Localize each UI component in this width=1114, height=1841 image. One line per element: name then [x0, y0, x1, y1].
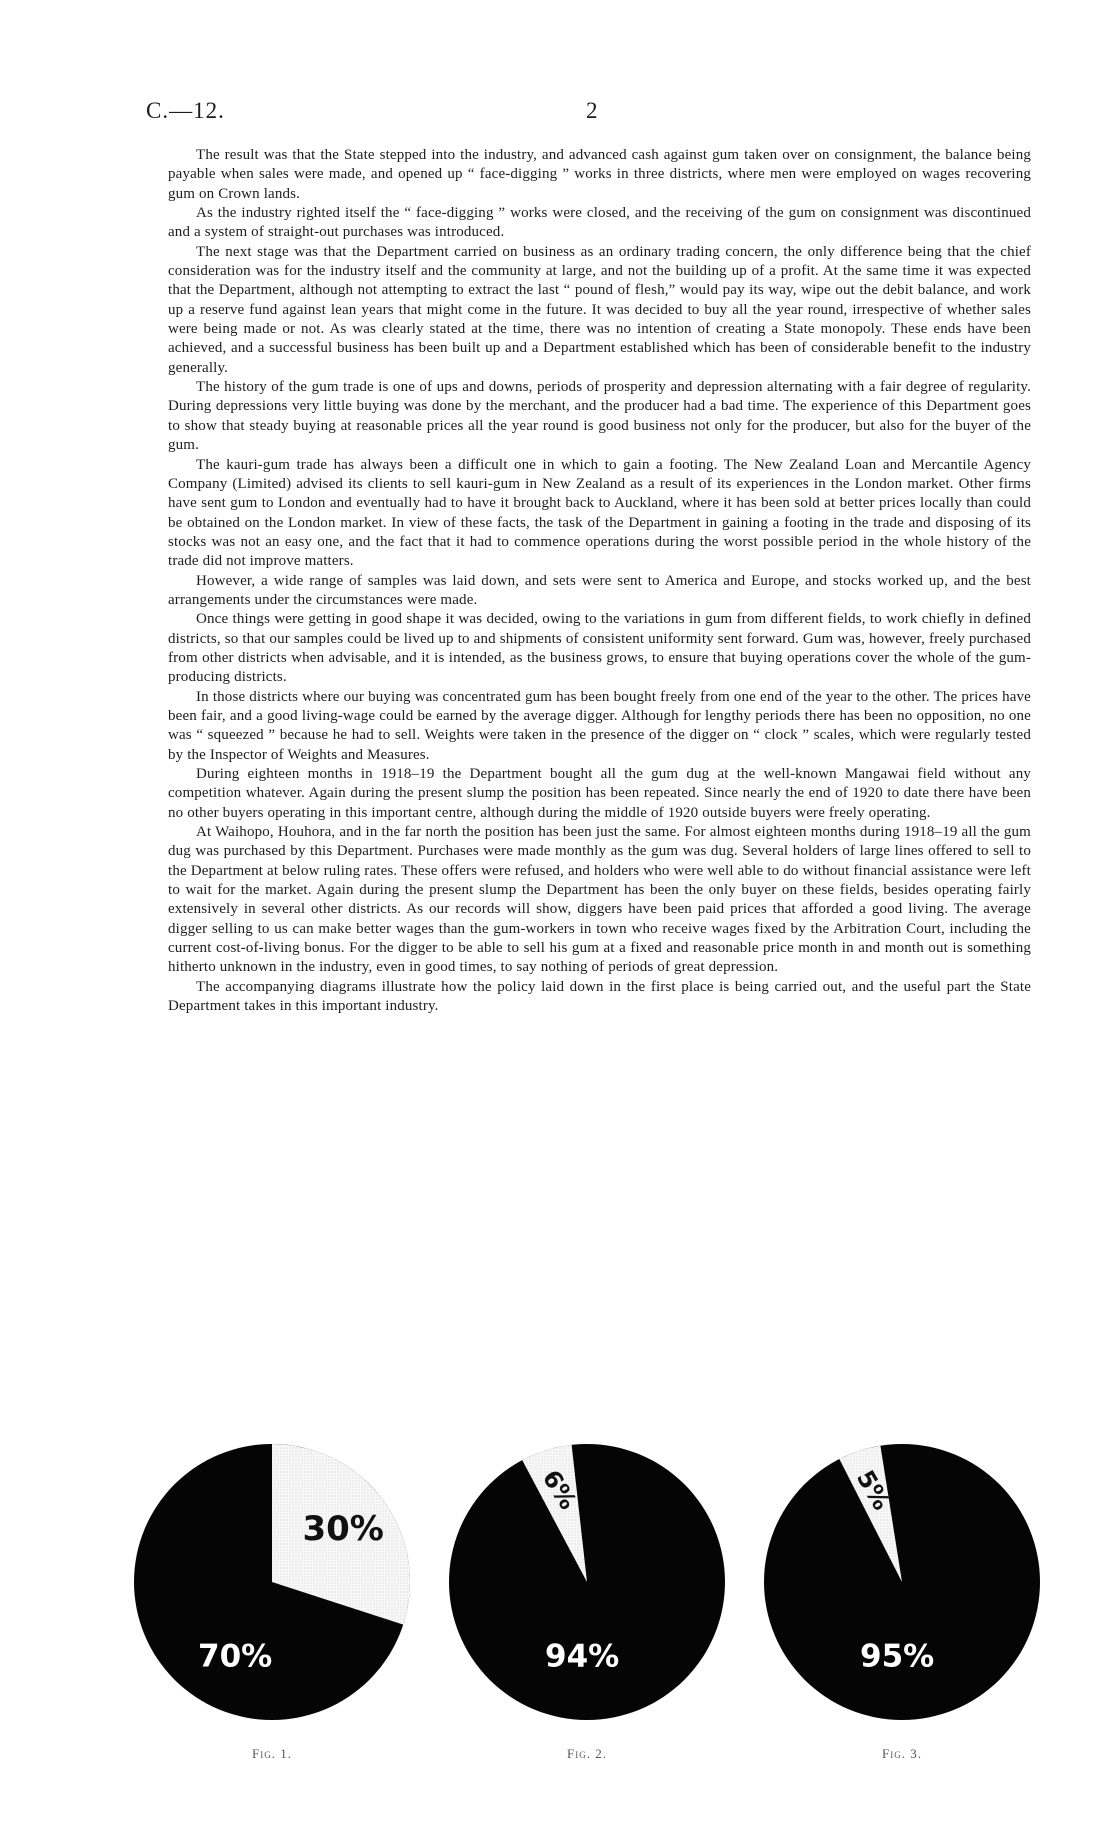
figure-caption: Fig. 3. [882, 1746, 922, 1761]
paragraph: The history of the gum trade is one of ups and downs, periods of prosperity and depression alternating with a fair degree of regularity. During depressions very little buying was done by the merchant, and the producer had a bad time. The experience of this Department goes to show that steady buying at reasonable prices all the year round is good business not only for the producer, but also for the buyer of the gum. [168, 379, 1031, 454]
document-reference: C.—12. [146, 98, 225, 123]
pie-label-small: 6% [536, 1465, 583, 1515]
paragraph: In those districts where our buying was concentrated gum has been bought freely from one end of the year to the other. The prices have been fair, and a good living-wage could be earned by the average digger. Although for lengthy periods there has been no opposition, no one was “ squeezed ” because he had to sell. Weights were taken in the presence of the digger on “ clock ” scales, which were regularly tested by the Inspector of Weights and Measures. [168, 688, 1031, 763]
pie-label-small: 30% [302, 1508, 384, 1549]
paragraph: The next stage was that the Department carried on business as an ordinary trading concern, the only difference being that the chief consideration was for the industry itself and the community at large, and not the building up of a profit. At the same time it was expected that the Department, although not attempting to extract the last “ pound of flesh,” would pay its way, wipe out the debit balance, and work up a reserve fund against lean years that might come in the future. It was decided to buy all the year round, irrespective of whether sales were being made or not. As was clearly stated at the time, there was no intention of creating a State monopoly. These ends have been achieved, and a successful business has been built up and a Department established which has been of considerable benefit to the industry generally. [168, 243, 1031, 376]
paragraph: During eighteen months in 1918–19 the Department bought all the gum dug at the well-known Mangawai field without any competition whatever. Again during the present slump the position has been repeated. Since nearly the end of 1920 to date there have been no other buyers operating in this important centre, although during the middle of 1920 outside buyers were freely operating. [168, 766, 1031, 821]
paragraph: However, a wide range of samples was laid down, and sets were sent to America and Europe, and stocks worked up, and the best arrangements under the circumstances were made. [168, 572, 1031, 608]
page-number: 2 [586, 98, 598, 123]
pie-label-large: 70% [198, 1638, 273, 1675]
paragraph: Once things were getting in good shape it was decided, owing to the variations in gum from different fields, to work chiefly in defined districts, so that our samples could be lived up to and shipments of consistent uniformity sent forward. Gum was, however, freely purchased from other districts when advisable, and it is intended, as the business grows, to ensure that buying operations cover the whole of the gum-producing districts. [168, 611, 1031, 686]
figure-1 [130, 1432, 414, 1761]
pie-label-large: 95% [860, 1638, 935, 1675]
paragraph: As the industry righted itself the “ face-digging ” works were closed, and the receiving of the gum on consignment was discontinued and a system of straight-out purchases was introduced. [168, 205, 1031, 241]
figure-3 [760, 1432, 1044, 1761]
pie-chart-2 [445, 1432, 729, 1732]
pie-figures [130, 1432, 1070, 1761]
figure-caption: Fig. 1. [252, 1746, 292, 1761]
figure-caption: Fig. 2. [567, 1746, 607, 1761]
paragraph: At Waihopo, Houhora, and in the far north the position has been just the same. For almost eighteen months during 1918–19 all the gum dug was purchased by this Department. Purchases were made monthly as the gum was dug. Several holders of large lines offered to sell to the Department at below ruling rates. These offers were refused, and holders who were well able to do without financial assistance were left to wait for the market. Again during the present slump the Department has been the only buyer on these fields, besides operating fairly extensively in several other districts. As our records will show, diggers have been paid prices that afforded a good living. The average digger selling to us can make better wages than the gum-workers in town who receive wages fixed by the Arbitration Court, including the current cost-of-living bonus. For the digger to be able to sell his gum at a fixed and reasonable price month in and month out is something hitherto unknown in the industry, even in good times, to say nothing of periods of great depression. [168, 824, 1031, 976]
pie-chart-3 [760, 1432, 1044, 1732]
paragraph: The result was that the State stepped into the industry, and advanced cash against gum taken over on consignment, the balance being payable when sales were made, and opened up “ face-digging ” works in three districts, where men were employed on wages recovering gum on Crown lands. [168, 147, 1031, 202]
paragraph: The accompanying diagrams illustrate how the policy laid down in the first place is being carried out, and the useful part the State Department takes in this important industry. [168, 978, 1031, 1015]
paragraph: The kauri-gum trade has always been a difficult one in which to gain a footing. The New Zealand Loan and Mercantile Agency Company (Limited) advised its clients to sell kauri-gum in New Zealand as a result of its experiences in the London market. Other firms have sent gum to London and eventually had to have it brought back to Auckland, where it has been sold at better prices locally than could be obtained on the London market. In view of these facts, the task of the Department in gaining a footing in the trade and disposing of its stocks was not an easy one, and the fact that it had to commence operations during the worst possible period in the whole history of the trade did not improve matters. [168, 456, 1031, 570]
pie-label-large: 94% [545, 1638, 620, 1675]
figure-2 [445, 1432, 729, 1761]
main-text [168, 146, 1031, 1016]
pie-label-small: 5% [850, 1465, 896, 1515]
pie-chart-1 [130, 1432, 414, 1732]
